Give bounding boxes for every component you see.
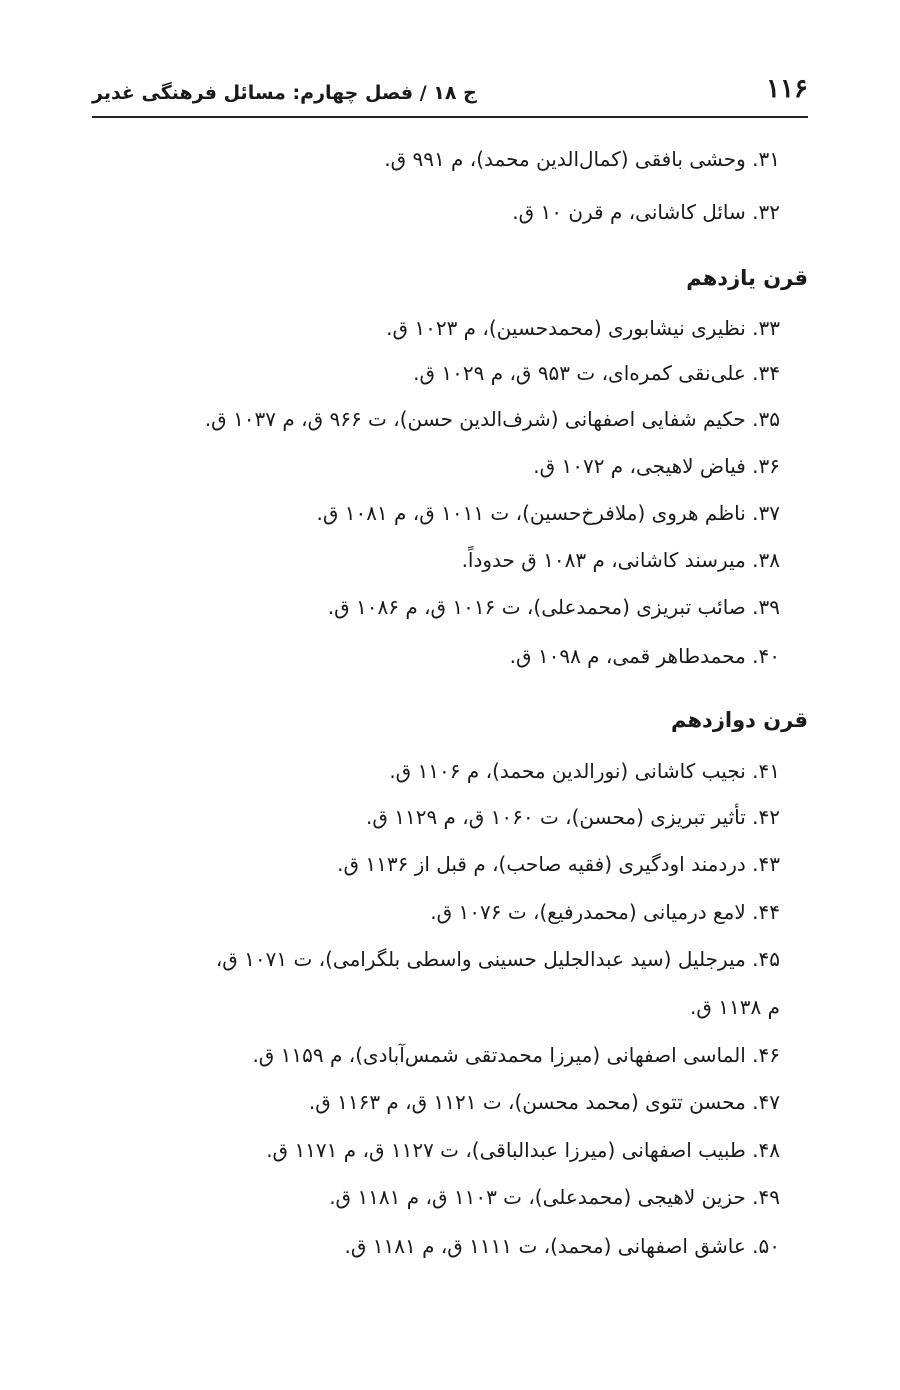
list-item: ۳۷. ناظم هروی (ملافرخ‌حسین)، ت ۱۰۱۱ ق، م ۱۰۸۱ ق. (316, 501, 780, 525)
list-item: ۳۳. نظیری نیشابوری (محمدحسین)، م ۱۰۲۳ ق. (386, 316, 780, 340)
list-item: ۴۸. طبیب اصفهانی (میرزا عبدالباقی)، ت ۱۱۲۷ ق، م ۱۱۷۱ ق. (266, 1138, 780, 1162)
list-item: ۳۴. علی‌نقی کمره‌ای، ت ۹۵۳ ق، م ۱۰۲۹ ق. (413, 361, 780, 385)
list-item: ۴۶. الماسی اصفهانی (میرزا محمدتقی شمس‌آبادی)، م ۱۱۵۹ ق. (252, 1043, 780, 1067)
list-item-continuation: م ۱۱۳۸ ق. (690, 995, 780, 1019)
running-title: ج ۱۸ / فصل چهارم: مسائل فرهنگی غدیر (92, 82, 477, 104)
list-item: ۵۰. عاشق اصفهانی (محمد)، ت ۱۱۱۱ ق، م ۱۱۸۱ ق. (344, 1234, 780, 1258)
list-item: ۳۲. سائل کاشانی، م قرن ۱۰ ق. (512, 200, 780, 224)
list-item: ۴۷. محسن تتوی (محمد محسن)، ت ۱۱۲۱ ق، م ۱۱۶۳ ق. (308, 1090, 780, 1114)
list-item: ۳۶. فیاض لاهیجی، م ۱۰۷۲ ق. (533, 454, 780, 478)
list-item: ۴۹. حزین لاهیجی (محمدعلی)، ت ۱۱۰۳ ق، م ۱۱۸۱ ق. (329, 1185, 780, 1209)
list-item: ۴۳. دردمند اودگیری (فقیه صاحب)، م قبل از ۱۱۳۶ ق. (337, 852, 780, 876)
list-item: ۴۵. میرجلیل (سید عبدالجلیل حسینی واسطی بلگرامی)، ت ۱۰۷۱ ق، (215, 947, 780, 971)
list-item: ۴۱. نجیب کاشانی (نورالدین محمد)، م ۱۱۰۶ ق. (389, 759, 780, 783)
list-item: ۳۹. صائب تبریزی (محمدعلی)، ت ۱۰۱۶ ق، م ۱۰۸۶ ق. (327, 595, 780, 619)
section-heading-century-11: قرن یازدهم (686, 266, 808, 290)
page-number: ۱۱۶ (766, 74, 808, 104)
list-item: ۴۴. لامع درمیانی (محمدرفیع)، ت ۱۰۷۶ ق. (430, 900, 780, 924)
list-item: ۳۱. وحشی بافقی (کمال‌الدین محمد)، م ۹۹۱ ق. (384, 147, 780, 171)
list-item: ۳۵. حکیم شفایی اصفهانی (شرف‌الدین حسن)، ت ۹۶۶ ق، م ۱۰۳۷ ق. (204, 407, 780, 431)
list-item: ۴۲. تأثیر تبریزی (محسن)، ت ۱۰۶۰ ق، م ۱۱۲۹ ق. (365, 805, 780, 829)
page-header (92, 68, 808, 118)
section-heading-century-12: قرن دوازدهم (671, 708, 808, 732)
list-item: ۴۰. محمدطاهر قمی، م ۱۰۹۸ ق. (509, 644, 780, 668)
list-item: ۳۸. میرسند کاشانی، م ۱۰۸۳ ق حدوداً. (461, 548, 780, 572)
